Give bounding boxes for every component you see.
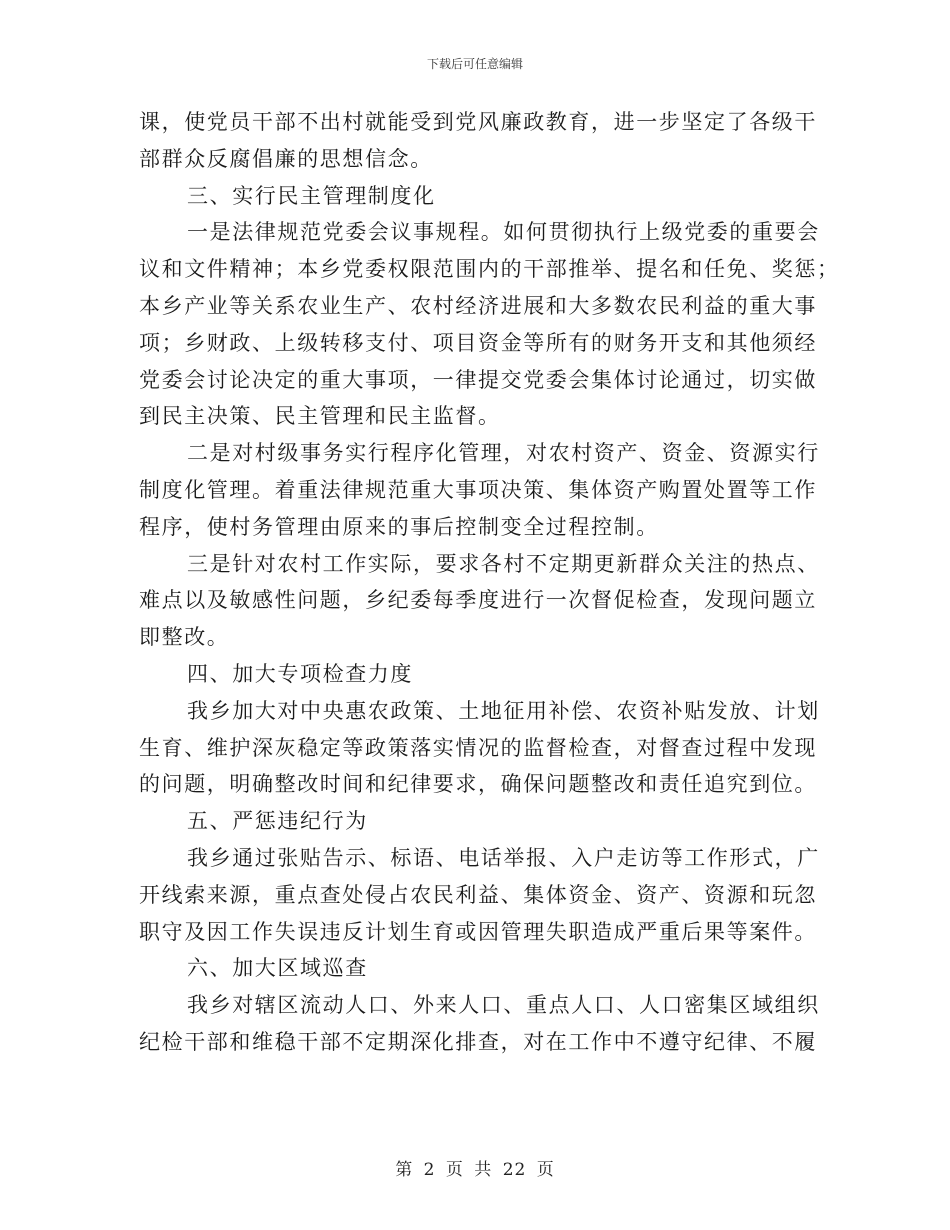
text-line: 本乡产业等关系农业生产、农村经济进展和大多数农民利益的重大事 — [139, 293, 817, 318]
text-line: 生育、维护深灰稳定等政策落实情况的监督检查，对督查过程中发现 — [139, 735, 817, 760]
text-line: 党委会讨论决定的重大事项，一律提交党委会集体讨论通过，切实做 — [139, 367, 817, 392]
text-line: 项；乡财政、上级转移支付、项目资金等所有的财务开支和其他须经 — [139, 330, 817, 355]
text-line: 课，使党员干部不出村就能受到党风廉政教育，进一步坚定了各级干 — [139, 110, 817, 134]
text-line: 到民主决策、民主管理和民主监督。 — [139, 404, 501, 429]
text-line: 三是针对农村工作实际，要求各村不定期更新群众关注的热点、 — [187, 551, 820, 576]
text-line: 五、严惩违纪行为 — [187, 809, 368, 834]
text-line: 部群众反腐倡廉的思想信念。 — [139, 146, 433, 171]
text-line: 程序，使村务管理由原来的事后控制变全过程控制。 — [139, 514, 659, 539]
text-line: 我乡加大对中央惠农政策、土地征用补偿、农资补贴发放、计划 — [187, 698, 820, 723]
text-line: 四、加大专项检查力度 — [187, 661, 413, 686]
text-line: 我乡对辖区流动人口、外来人口、重点人口、人口密集区域组织 — [187, 993, 820, 1018]
page-header: 下载后可任意编辑 — [426, 57, 523, 71]
text-line: 一是法律规范党委会议事规程。如何贯彻执行上级党委的重要会 — [187, 220, 820, 245]
text-line: 二是对村级事务实行程序化管理，对农村资产、资金、资源实行 — [187, 441, 820, 466]
page-number-footer: 第 2 页 共 22 页 — [395, 1160, 555, 1180]
text-line: 六、加大区域巡查 — [187, 956, 368, 981]
text-line: 职守及因工作失误违反计划生育或因管理失职造成严重后果等案件。 — [139, 919, 817, 944]
text-line: 即整改。 — [139, 625, 230, 650]
text-line: 纪检干部和维稳干部不定期深化排查，对在工作中不遵守纪律、不履 — [139, 1029, 817, 1054]
text-line: 开线索来源，重点查处侵占农民利益、集体资金、资产、资源和玩忽 — [139, 882, 817, 907]
text-line: 制度化管理。着重法律规范重大事项决策、集体资产购置处置等工作 — [139, 477, 817, 502]
text-line: 的问题，明确整改时间和纪律要求，确保问题整改和责任追究到位。 — [139, 772, 817, 797]
text-line: 议和文件精神；本乡党委权限范围内的干部推举、提名和任免、奖惩； — [139, 257, 840, 282]
document-body — [139, 104, 840, 1061]
text-line: 我乡通过张贴告示、标语、电话举报、入户走访等工作形式，广 — [187, 845, 820, 870]
text-line: 难点以及敏感性问题，乡纪委每季度进行一次督促检查，发现问题立 — [139, 588, 817, 613]
text-line: 三、实行民主管理制度化 — [187, 183, 436, 208]
